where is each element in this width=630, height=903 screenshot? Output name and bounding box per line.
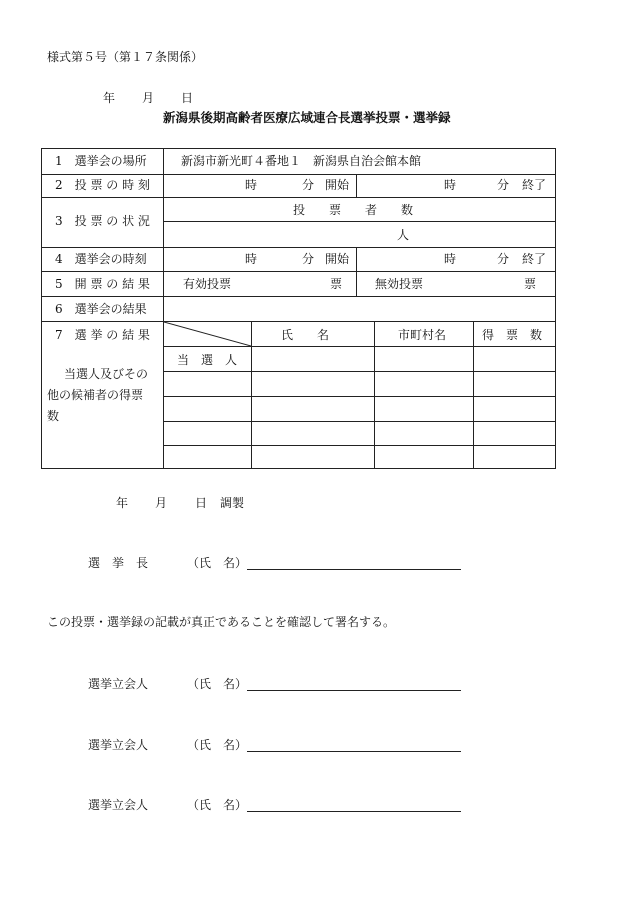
row7-sub-label-2: 他の候補者の得票 [47, 388, 144, 402]
prepared-label: 調製 [220, 496, 245, 510]
row2-minute-start: 分 [302, 178, 315, 192]
row2-hour-start: 時 [245, 178, 258, 192]
row1-value: 新潟市新光町４番地１ 新潟県自治会館本館 [181, 154, 422, 168]
row4-label: 4 選挙会の時刻 [55, 252, 147, 266]
row3-label: 3 投 票 の 状 況 [55, 214, 150, 228]
form-number: 様式第５号（第１７条関係） [47, 50, 204, 64]
row4-hour-end: 時 [444, 252, 457, 266]
witness-3-signature-line[interactable] [247, 811, 461, 812]
row5-label: 5 開 票 の 結 果 [55, 277, 150, 291]
row2-end: 終了 [522, 178, 547, 192]
row4-start: 開始 [325, 252, 350, 266]
row5-invalid-unit: 票 [524, 277, 537, 291]
row3-header: 投 票 者 数 [293, 203, 414, 217]
witness-1-signature-line[interactable] [247, 690, 461, 691]
witness-3-label: 選挙立会人 [88, 798, 149, 812]
chairman-signature-line[interactable] [247, 569, 461, 570]
row6-label: 6 選挙会の結果 [55, 302, 147, 316]
col-city-header: 市町村名 [398, 328, 447, 342]
row2-label: 2 投 票 の 時 刻 [55, 178, 150, 192]
chairman-name-label: （氏 名） [187, 556, 248, 570]
date-month: 月 [142, 91, 155, 105]
date-year: 年 [103, 91, 116, 105]
certification-statement: この投票・選挙録の記載が真正であることを確認して署名する。 [47, 615, 396, 629]
row7-sub-label-3: 数 [47, 409, 60, 423]
elected-label: 当 選 人 [177, 353, 238, 367]
col-name-header: 氏 名 [281, 328, 330, 342]
row4-end: 終了 [522, 252, 547, 266]
row2-minute-end: 分 [497, 178, 510, 192]
witness-3-name-label: （氏 名） [187, 798, 248, 812]
row5-valid: 有効投票 [183, 277, 232, 291]
row7-sub-label-1: 当選人及びその [64, 367, 149, 381]
document-title: 新潟県後期高齢者医療広域連合長選挙投票・選挙録 [163, 110, 451, 125]
prepared-month: 月 [155, 496, 168, 510]
row5-invalid: 無効投票 [375, 277, 424, 291]
row5-valid-unit: 票 [330, 277, 343, 291]
prepared-year: 年 [116, 496, 129, 510]
witness-1-label: 選挙立会人 [88, 677, 149, 691]
row2-start: 開始 [325, 178, 350, 192]
row7-label: 7 選 挙 の 結 果 [55, 328, 150, 342]
col-votes-header: 得 票 数 [482, 328, 543, 342]
chairman-label: 選 挙 長 [88, 556, 149, 570]
witness-1-name-label: （氏 名） [187, 677, 248, 691]
row3-unit: 人 [397, 228, 410, 242]
witness-2-name-label: （氏 名） [187, 738, 248, 752]
row4-minute-start: 分 [302, 252, 315, 266]
prepared-day: 日 [195, 496, 208, 510]
row4-hour-start: 時 [245, 252, 258, 266]
date-day: 日 [181, 91, 194, 105]
diagonal-slash [164, 322, 251, 346]
witness-2-signature-line[interactable] [247, 751, 461, 752]
row1-label: 1 選挙会の場所 [55, 154, 147, 168]
row4-minute-end: 分 [497, 252, 510, 266]
witness-2-label: 選挙立会人 [88, 738, 149, 752]
row2-hour-end: 時 [444, 178, 457, 192]
